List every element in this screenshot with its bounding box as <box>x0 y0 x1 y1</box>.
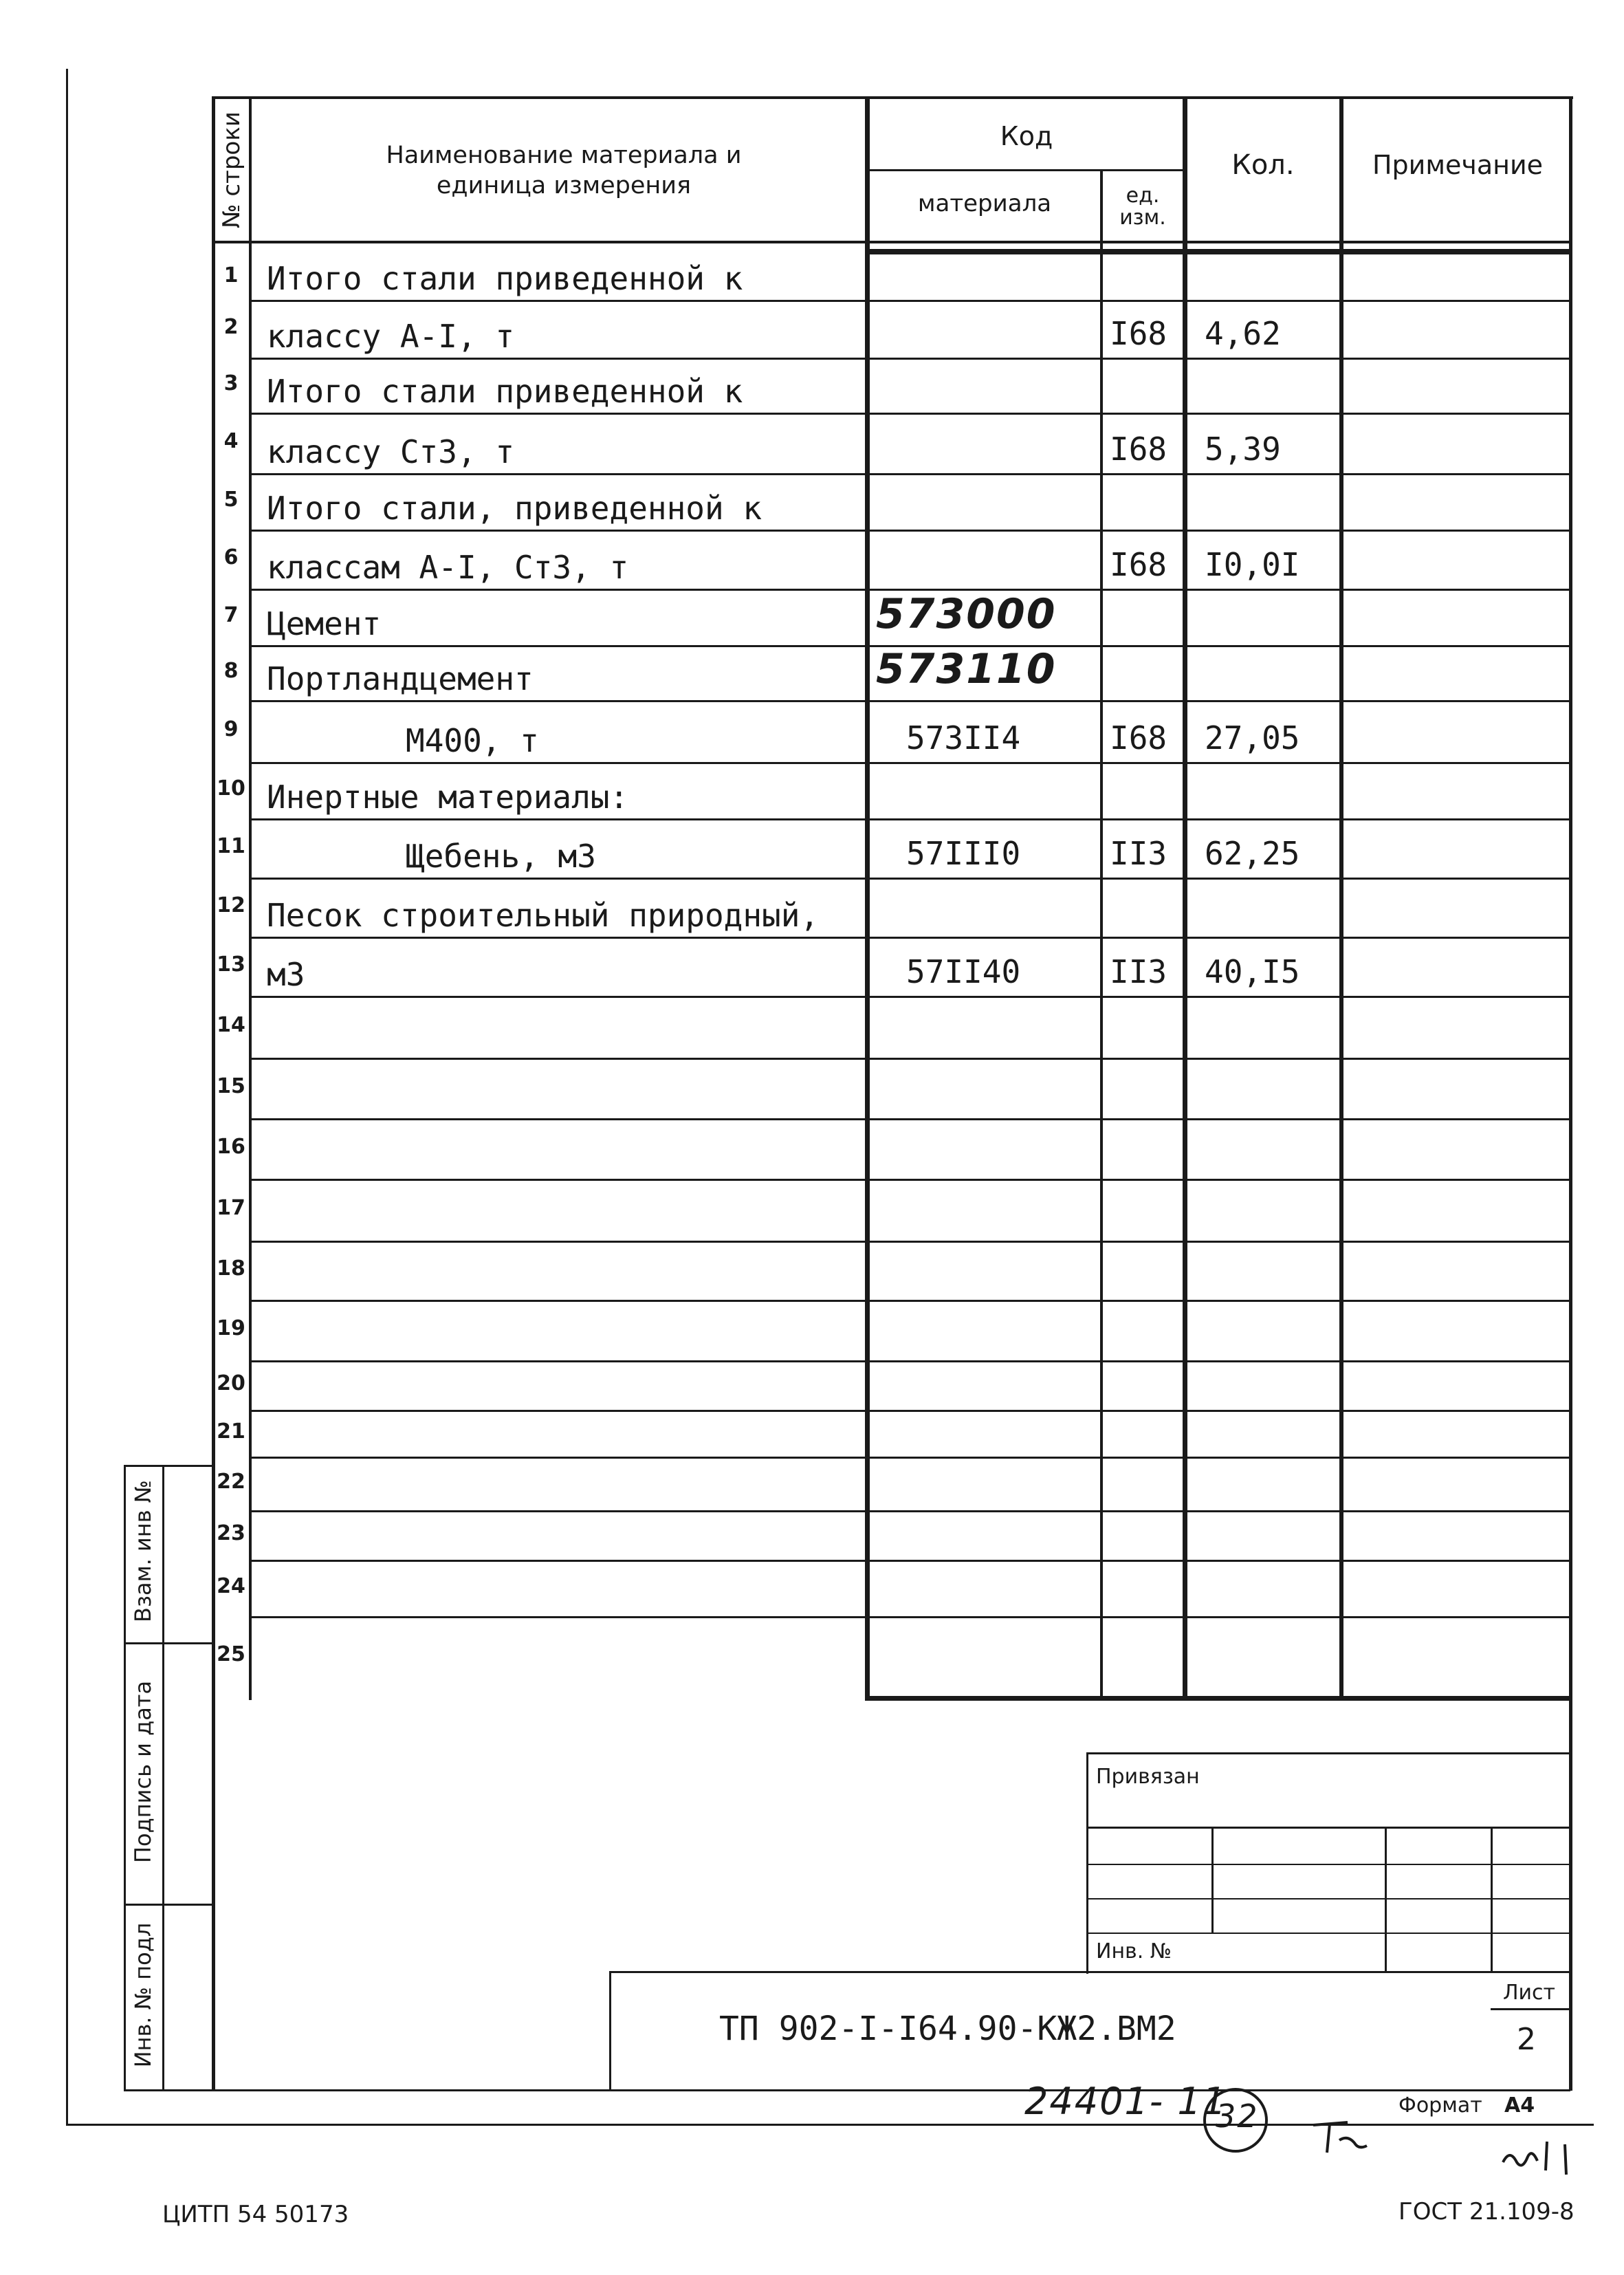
row-name: Цемент <box>267 605 382 642</box>
row-name: Итого стали приведенной к <box>267 373 743 410</box>
row-separator <box>249 1241 1569 1243</box>
handwritten-number: 24401- 11 <box>1024 2080 1228 2123</box>
print-code: ЦИТП 54 50173 <box>162 2201 349 2228</box>
row-number: 16 <box>217 1135 245 1159</box>
row-number: 21 <box>217 1419 245 1444</box>
stamp-line4 <box>1086 1933 1569 1934</box>
header-name: Наименование материала и единица измерения <box>386 142 742 199</box>
row-separator <box>249 700 1569 702</box>
handwritten-scribble <box>1499 2135 1574 2176</box>
row-separator <box>249 818 1569 820</box>
row-unit-code: II3 <box>1110 835 1167 872</box>
row-unit-code: II3 <box>1110 953 1167 990</box>
row-unit-code: I68 <box>1110 719 1167 756</box>
row-number: 10 <box>217 776 245 801</box>
row-name: классу Ст3, т <box>267 433 515 470</box>
row-separator <box>249 1616 1569 1618</box>
row-material-code: 573000 <box>876 590 1057 638</box>
col-divider-rownum <box>249 98 252 1700</box>
sheet-label: Лист <box>1503 1981 1556 2005</box>
row-material-code: 573110 <box>876 645 1057 693</box>
row-number: 9 <box>223 717 239 741</box>
row-name: классу А-I, т <box>267 318 515 355</box>
row-number: 6 <box>223 545 239 569</box>
row-number: 3 <box>223 371 239 395</box>
data-bottom-thick <box>865 1696 1572 1701</box>
data-top-thick <box>865 249 1572 254</box>
row-name: Итого стали, приведенной к <box>267 490 762 527</box>
stamp-privyazan: Привязан <box>1096 1765 1200 1789</box>
row-material-code: 57II40 <box>906 953 1021 990</box>
row-name: Портландцемент <box>267 660 534 697</box>
header-bottom <box>212 241 1572 243</box>
stamp-v3 <box>1491 1827 1493 1971</box>
row-number: 19 <box>217 1316 245 1340</box>
header-code-divider <box>868 169 1185 171</box>
col-divider-note <box>1339 98 1343 1700</box>
row-separator <box>249 762 1569 764</box>
row-separator <box>249 413 1569 415</box>
title-block-bottom <box>212 2089 1570 2091</box>
row-name: Песок строительный природный, <box>267 897 820 934</box>
doc-code: ТП 902-I-I64.90-КЖ2.ВМ2 <box>719 2010 1176 2048</box>
header-row-number: № строки <box>218 111 245 228</box>
row-material-code: 573II4 <box>906 719 1021 756</box>
row-number: 17 <box>217 1196 245 1220</box>
title-block-left <box>609 1971 611 2091</box>
row-number: 1 <box>223 263 239 287</box>
title-block-top <box>609 1971 1570 1973</box>
row-number: 2 <box>223 315 239 339</box>
row-number: 20 <box>217 1371 245 1395</box>
side-strip-div2 <box>124 1904 213 1906</box>
row-separator <box>249 1560 1569 1562</box>
row-unit-code: I68 <box>1110 315 1167 352</box>
row-number: 7 <box>223 603 239 627</box>
outer-frame-left <box>66 69 68 2125</box>
row-separator <box>249 1179 1569 1181</box>
row-separator <box>249 300 1569 302</box>
row-unit-code: I68 <box>1110 431 1167 468</box>
row-quantity: 27,05 <box>1205 719 1300 756</box>
col-divider-unit <box>1100 171 1103 1699</box>
header-note: Примечание <box>1372 150 1544 180</box>
row-number: 18 <box>217 1256 245 1281</box>
row-quantity: 5,39 <box>1205 431 1281 468</box>
sheet-label-line <box>1491 2008 1570 2010</box>
row-name: Щебень, м3 <box>406 838 596 875</box>
row-number: 5 <box>223 488 239 512</box>
row-number: 13 <box>217 953 245 977</box>
header-qty: Кол. <box>1231 149 1295 181</box>
stamp-inv-no: Инв. № <box>1096 1939 1172 1963</box>
row-separator <box>249 358 1569 360</box>
row-quantity: I0,0I <box>1205 546 1300 583</box>
row-number: 12 <box>217 893 245 917</box>
row-separator <box>249 996 1569 998</box>
stamp-line1 <box>1086 1827 1569 1829</box>
row-material-code: 57III0 <box>906 835 1021 872</box>
stamp-top <box>1086 1752 1569 1754</box>
row-name: М400, т <box>406 722 539 759</box>
side-strip-bottom <box>124 2089 213 2091</box>
row-number: 24 <box>217 1574 245 1598</box>
col-divider-material <box>865 98 870 1700</box>
table-right-border <box>1569 96 1572 2091</box>
row-number: 4 <box>223 429 239 453</box>
stamp-line3 <box>1086 1898 1569 1900</box>
row-name: Инертные материалы: <box>267 779 629 816</box>
sheet-number: 2 <box>1517 2022 1536 2057</box>
row-name: Итого стали приведенной к <box>267 260 743 297</box>
row-separator <box>249 1300 1569 1302</box>
format-value: А4 <box>1504 2093 1535 2118</box>
header-material: материала <box>917 190 1052 217</box>
row-quantity: 40,I5 <box>1205 953 1300 990</box>
row-separator <box>249 1058 1569 1060</box>
row-separator <box>249 1457 1569 1459</box>
format-label: Формат <box>1398 2093 1482 2118</box>
row-separator <box>249 1410 1569 1412</box>
row-separator <box>249 530 1569 532</box>
stamp-line2 <box>1086 1864 1569 1865</box>
row-name: классам А-I, Ст3, т <box>267 549 629 586</box>
header-unit-code: ед. изм. <box>1119 184 1166 230</box>
circled-number: 32 <box>1216 2098 1259 2135</box>
side-strip-div1 <box>124 1642 213 1644</box>
side-vzam: Взам. инв № <box>130 1479 156 1622</box>
row-separator <box>249 1360 1569 1362</box>
header-code: Код <box>1000 121 1053 151</box>
row-number: 25 <box>217 1642 245 1666</box>
row-quantity: 62,25 <box>1205 835 1300 872</box>
gost-reference: ГОСТ 21.109-8 <box>1398 2198 1574 2225</box>
row-number: 23 <box>217 1521 245 1545</box>
row-separator <box>249 1510 1569 1512</box>
row-quantity: 4,62 <box>1205 315 1281 352</box>
col-divider-qty <box>1183 98 1187 1700</box>
row-separator <box>249 473 1569 475</box>
row-separator <box>249 878 1569 880</box>
row-separator <box>249 1118 1569 1120</box>
handwritten-initials-mark <box>1306 2104 1389 2159</box>
row-unit-code: I68 <box>1110 546 1167 583</box>
row-separator <box>249 937 1569 939</box>
row-number: 15 <box>217 1074 245 1098</box>
row-number: 14 <box>217 1013 245 1037</box>
row-number: 11 <box>217 834 245 858</box>
side-strip-mid <box>162 1465 164 2091</box>
row-number: 8 <box>223 659 239 683</box>
stamp-v2 <box>1385 1827 1387 1971</box>
side-podpis: Подпись и дата <box>130 1680 156 1863</box>
table-top-border <box>212 96 1573 99</box>
row-name: м3 <box>267 956 305 993</box>
stamp-v1 <box>1211 1827 1214 1934</box>
stamp-left <box>1086 1752 1088 1974</box>
row-number: 22 <box>217 1470 245 1494</box>
side-strip-top <box>124 1465 213 1467</box>
side-inv: Инв. № подл <box>130 1922 156 2068</box>
